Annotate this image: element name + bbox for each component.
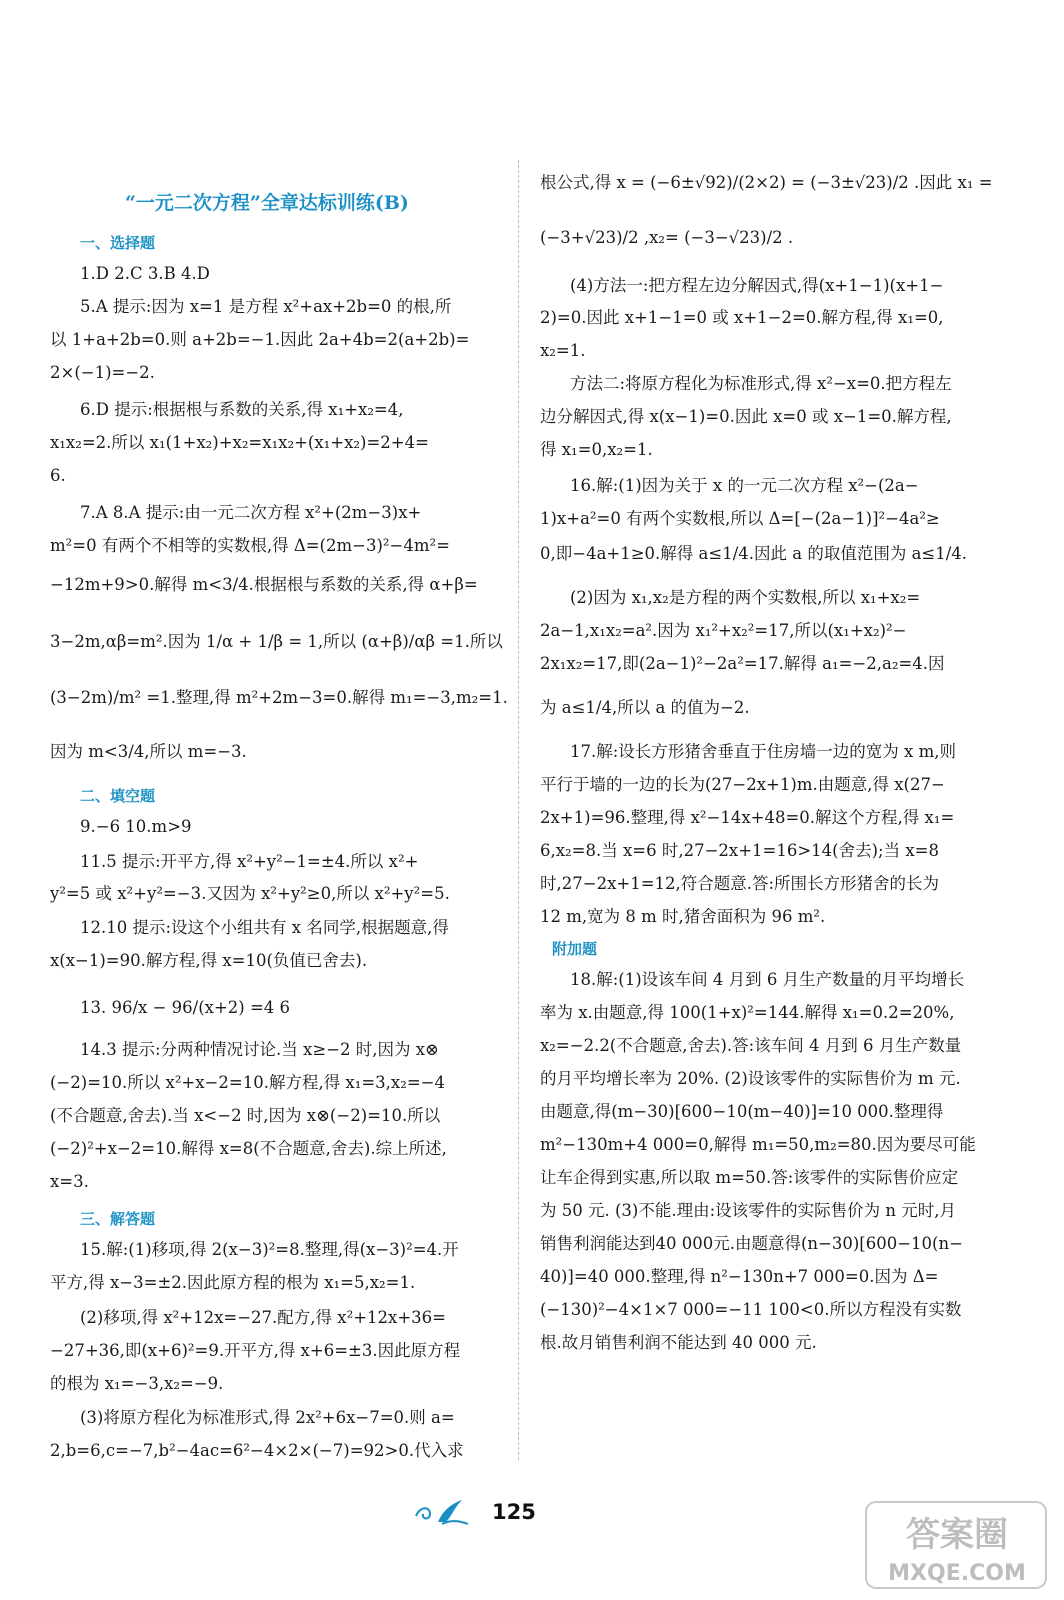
svg-text:MXQE.COM: MXQE.COM [888,1561,1026,1586]
answer-line: (3)将原方程化为标准形式,得 2x²+6x−7=0.则 a= [80,1408,455,1427]
answer-line: y²=5 或 x²+y²=−3.又因为 x²+y²≥0,所以 x²+y²=5. [50,884,450,903]
answer-line: 17.解:设长方形猪舍垂直于住房墙一边的宽为 x m,则 [570,742,956,761]
answer-line: 15.解:(1)移项,得 2(x−3)²=8.整理,得(x−3)²=4.开 [80,1240,459,1259]
answer-line: 5.A 提示:因为 x=1 是方程 x²+ax+2b=0 的根,所 [80,297,452,316]
answer-line: 由题意,得(m−30)[600−10(m−40)]=10 000.整理得 [540,1102,944,1121]
answer-line: 12.10 提示:设这个小组共有 x 名同学,根据题意,得 [80,918,449,937]
answer-line: 2×(−1)=−2. [50,363,155,382]
answer-line: (不合题意,舍去).当 x<−2 时,因为 x⊗(−2)=10.所以 [50,1106,441,1125]
answer-line: x₂=1. [540,341,586,360]
answer-line: 为 a≤1/4,所以 a 的值为−2. [540,698,750,717]
answer-line: x(x−1)=90.解方程,得 x=10(负值已舍去). [50,951,368,970]
answer-line: 因为 m<3/4,所以 m=−3. [50,742,247,761]
answer-line: x₂=−2.2(不合题意,舍去).答:该车间 4 月到 6 月生产数量 [540,1036,962,1055]
answer-line: 16.解:(1)因为关于 x 的一元二次方程 x²−(2a− [570,476,919,495]
answer-line: x₁x₂=2.所以 x₁(1+x₂)+x₂=x₁x₂+(x₁+x₂)=2+4= [50,433,429,452]
answer-line: 得 x₁=0,x₂=1. [540,440,653,459]
answer-line: m²−130m+4 000=0,解得 m₁=50,m₂=80.因为要尽可能 [540,1135,976,1154]
answer-line: 7.A 8.A 提示:由一元二次方程 x²+(2m−3)x+ [80,503,422,522]
answer-line: 销售利润能达到40 000元.由题意得(n−30)[600−10(n− [540,1234,963,1253]
answer-line: 让车企得到实惠,所以取 m=50.答:该零件的实际售价应定 [540,1168,959,1187]
answer-line: 根公式,得 x = (−6±√92)/(2×2) = (−3±√23)/2 .因此 x₁ = [540,173,993,192]
page-number: 125 [492,1500,536,1524]
answer-line: 11.5 提示:开平方,得 x²+y²−1=±4.所以 x²+ [80,852,419,871]
answer-line: 6,x₂=8.当 x=6 时,27−2x+1=16>14(舍去);当 x=8 [540,841,939,860]
answer-line: 2x₁x₂=17,即(2a−1)²−2a²=17.解得 a₁=−2,a₂=4.因 [540,654,945,673]
section-heading-choice: 一、选择题 [80,234,156,252]
page-title: “一元二次方程”全章达标训练(B) [125,192,409,214]
answer-line: 2x+1)=96.整理,得 x²−14x+48=0.解这个方程,得 x₁= [540,808,955,827]
answer-line: (4)方法一:把方程左边分解因式,得(x+1−1)(x+1− [570,276,944,295]
answer-line: 1)x+a²=0 有两个实数根,所以 Δ=[−(2a−1)]²−4a²≥ [540,509,940,528]
answer-line: x=3. [50,1172,89,1191]
answer-line: 1.D 2.C 3.B 4.D [80,264,210,283]
answer-line: 根.故月销售利润不能达到 40 000 元. [540,1333,817,1352]
answer-line: (2)因为 x₁,x₂是方程的两个实数根,所以 x₁+x₂= [570,588,921,607]
answer-line: 2a−1,x₁x₂=a².因为 x₁²+x₂²=17,所以(x₁+x₂)²− [540,621,907,640]
column-divider [518,160,519,1460]
answer-line: 以 1+a+2b=0.则 a+2b=−1.因此 2a+4b=2(a+2b)= [50,330,470,349]
answer-line: 的月平均增长率为 20%. (2)设该零件的实际售价为 m 元. [540,1069,961,1088]
answer-line: −27+36,即(x+6)²=9.开平方,得 x+6=±3.因此原方程 [50,1341,461,1360]
answer-line: 时,27−2x+1=12,符合题意.答:所围长方形猪舍的长为 [540,874,940,893]
answer-line: 12 m,宽为 8 m 时,猪舍面积为 96 m². [540,907,826,926]
answer-line: 方法二:将原方程化为标准形式,得 x²−x=0.把方程左 [570,374,952,393]
answer-line: 0,即−4a+1≥0.解得 a≤1/4.因此 a 的取值范围为 a≤1/4. [540,544,968,563]
watermark-logo [862,1494,1052,1594]
answer-line: (−3+√23)/2 ,x₂= (−3−√23)/2 . [540,228,794,247]
answer-line: 的根为 x₁=−3,x₂=−9. [50,1374,224,1393]
section-heading-extra: 附加题 [552,940,598,958]
answer-line: (−2)=10.所以 x²+x−2=10.解方程,得 x₁=3,x₂=−4 [50,1073,445,1092]
swirl-logo-icon [412,1494,472,1528]
answer-line: 平行于墙的一边的长为(27−2x+1)m.由题意,得 x(27− [540,775,945,794]
answer-line: 边分解因式,得 x(x−1)=0.因此 x=0 或 x−1=0.解方程, [540,407,952,426]
section-heading-fill: 二、填空题 [80,787,156,805]
answer-line: (−2)²+x−2=10.解得 x=8(不合题意,舍去).综上所述, [50,1139,447,1158]
section-heading-solve: 三、解答题 [80,1210,156,1228]
answer-line: −12m+9>0.解得 m<3/4.根据根与系数的关系,得 α+β= [50,575,478,594]
svg-text:答案圈: 答案圈 [906,1515,1008,1555]
answer-line: 18.解:(1)设该车间 4 月到 6 月生产数量的月平均增长 [570,970,965,989]
answer-line: 40)]=40 000.整理,得 n²−130n+7 000=0.因为 Δ= [540,1267,939,1286]
answer-line: (3−2m)/m² =1.整理,得 m²+2m−3=0.解得 m₁=−3,m₂=1. [50,688,508,707]
answer-line: 3−2m,αβ=m².因为 1/α + 1/β = 1,所以 (α+β)/αβ =1.所以 [50,632,503,651]
answer-line: (−130)²−4×1×7 000=−11 100<0.所以方程没有实数 [540,1300,962,1319]
answer-line: 6. [50,466,66,485]
answer-line: 14.3 提示:分两种情况讨论.当 x≥−2 时,因为 x⊗ [80,1040,439,1059]
answer-line: 9.−6 10.m>9 [80,817,192,836]
answer-line: 6.D 提示:根据根与系数的关系,得 x₁+x₂=4, [80,400,404,419]
answer-line: 13. 96/x − 96/(x+2) =4 6 [80,998,291,1017]
answer-line: 平方,得 x−3=±2.因此原方程的根为 x₁=5,x₂=1. [50,1273,416,1292]
answer-line: 率为 x.由题意,得 100(1+x)²=144.解得 x₁=0.2=20%, [540,1003,955,1022]
answer-line: (2)移项,得 x²+12x=−27.配方,得 x²+12x+36= [80,1308,446,1327]
answer-line: 为 50 元. (3)不能.理由:设该零件的实际售价为 n 元时,月 [540,1201,957,1220]
answer-line: m²=0 有两个不相等的实数根,得 Δ=(2m−3)²−4m²= [50,536,450,555]
answer-line: 2)=0.因此 x+1−1=0 或 x+1−2=0.解方程,得 x₁=0, [540,308,944,327]
answer-line: 2,b=6,c=−7,b²−4ac=6²−4×2×(−7)=92>0.代入求 [50,1441,464,1460]
